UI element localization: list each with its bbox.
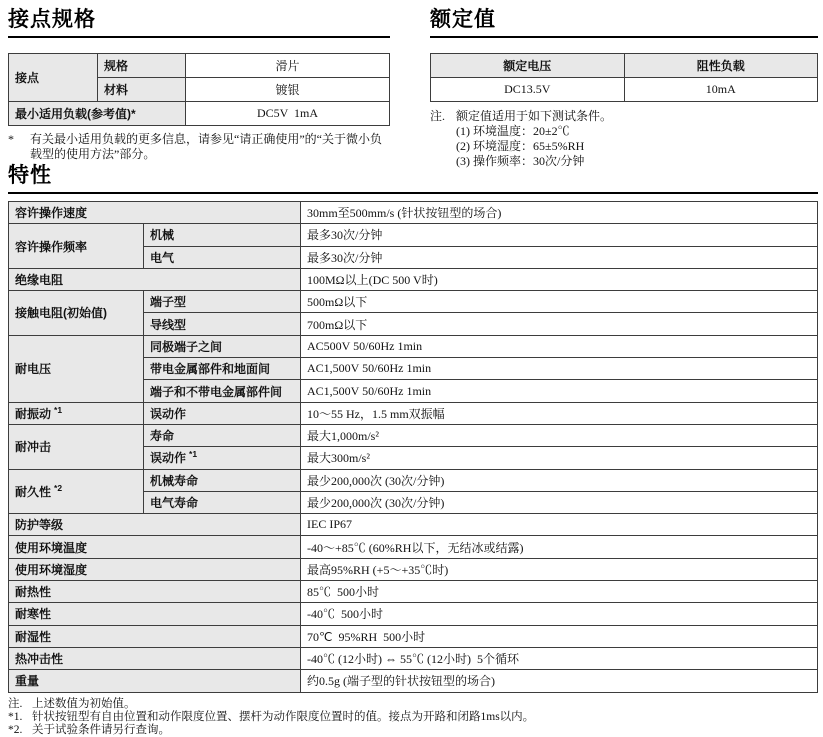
note-text: 上述数值为初始值。: [32, 697, 136, 710]
table-row: [9, 424, 818, 446]
row-label: 耐冲击: [9, 424, 144, 469]
resistive-load-value: 10mA: [624, 78, 818, 102]
table-row: [9, 469, 818, 491]
row-value: AC1,500V 50/60Hz 1min: [301, 380, 818, 402]
table-row: [9, 402, 818, 424]
contact-spec-section: [8, 8, 390, 161]
row-label: 防护等级: [9, 514, 301, 536]
min-load-value-cell: DC5V 1mA: [186, 102, 390, 126]
characteristics-notes: [8, 698, 818, 737]
row-label: 耐热性: [9, 581, 301, 603]
table-row: [9, 558, 818, 580]
note-body: [456, 109, 818, 169]
row-value: -40～+85℃ (60%RH以下，无结冰或结露): [301, 536, 818, 558]
note-line: [8, 711, 818, 724]
contact-spec-footnote: [8, 132, 390, 161]
table-row: [9, 335, 818, 357]
note-line: [8, 724, 818, 737]
table-row: [9, 202, 818, 224]
contact-spec-table: [8, 53, 390, 126]
row-sub: 导线型: [144, 313, 301, 335]
footnote-ref: *2: [54, 482, 63, 493]
note-marker: *2.: [8, 723, 23, 736]
row-label: [9, 402, 144, 424]
row-sub-text: 误动作: [150, 451, 187, 466]
row-label: 热冲击性: [9, 647, 301, 669]
note-marker: 注.: [8, 697, 23, 710]
row-value: 最多30次/分钟: [301, 224, 818, 246]
row-sub: 带电金属部件和地面间: [144, 358, 301, 380]
row-value: 70℃ 95%RH 500小时: [301, 625, 818, 647]
table-row: [9, 102, 390, 126]
spec-label-cell: 规格: [98, 54, 186, 78]
row-value: 10～55 Hz，1.5 mm双振幅: [301, 402, 818, 424]
row-value: 最大1,000m/s²: [301, 424, 818, 446]
row-value: 最大300m/s²: [301, 447, 818, 469]
table-row: [9, 536, 818, 558]
row-label: 使用环境温度: [9, 536, 301, 558]
table-row: [9, 291, 818, 313]
row-label: 容许操作频率: [9, 224, 144, 269]
row-label: 耐寒性: [9, 603, 301, 625]
row-value: AC500V 50/60Hz 1min: [301, 335, 818, 357]
row-value: 30mm至500mm/s (针状按钮型的场合): [301, 202, 818, 224]
row-value: 最高95%RH (+5～+35℃时): [301, 558, 818, 580]
row-label: [9, 469, 144, 514]
rated-note: [430, 109, 818, 169]
contact-label-cell: 接点: [9, 54, 98, 102]
resistive-load-header: 阻性负载: [624, 54, 818, 78]
note-line: [8, 698, 818, 711]
footnote-marker: *: [8, 132, 14, 146]
characteristics-table: [8, 201, 818, 693]
material-label-cell: 材料: [98, 78, 186, 102]
row-value: -40℃ 500小时: [301, 603, 818, 625]
row-sub: 端子和不带电金属部件间: [144, 380, 301, 402]
material-value-cell: 镀银: [186, 78, 390, 102]
footnote-ref: *1: [189, 449, 198, 460]
footnote-ref: *1: [54, 404, 63, 415]
table-row: [9, 224, 818, 246]
min-load-label-cell: 最小适用负载(参考值)*: [9, 102, 186, 126]
row-sub: 电气: [144, 246, 301, 268]
row-value: 85℃ 500小时: [301, 581, 818, 603]
table-row: [9, 603, 818, 625]
row-value: 100MΩ以上(DC 500 V时): [301, 268, 818, 290]
note-text: 针状按钮型有自由位置和动作限度位置、摆杆为动作限度位置时的值。接点为开路和闭路1ms以内。: [32, 710, 535, 723]
table-row: [9, 54, 390, 78]
row-sub: 机械: [144, 224, 301, 246]
row-label: 容许操作速度: [9, 202, 301, 224]
note-marker: 注.: [430, 109, 446, 123]
row-label-text: 耐久性: [15, 484, 52, 499]
row-value: IEC IP67: [301, 514, 818, 536]
note-condition: (3) 操作频率：30次/分钟: [456, 154, 585, 168]
characteristics-section: [8, 164, 818, 737]
row-sub: 机械寿命: [144, 469, 301, 491]
note-condition: (1) 环境温度：20±2℃: [456, 124, 570, 138]
row-label-text: 耐振动: [15, 406, 52, 421]
note-marker: *1.: [8, 710, 23, 723]
table-row: [9, 514, 818, 536]
row-value: 约0.5g (端子型的针状按钮型的场合): [301, 670, 818, 692]
row-value: 最少200,000次 (30次/分钟): [301, 469, 818, 491]
table-row: [9, 268, 818, 290]
row-label: 重量: [9, 670, 301, 692]
row-value: 500mΩ以下: [301, 291, 818, 313]
characteristics-title: 特性: [8, 164, 818, 194]
row-sub: [144, 447, 301, 469]
rated-values-table: [430, 53, 818, 102]
footnote-text: 有关最小适用负载的更多信息，请参见“请正确使用”的“关于微小负载型的使用方法”部分。: [30, 132, 382, 161]
row-label: 使用环境湿度: [9, 558, 301, 580]
row-value: -40℃ (12小时) ⇔ 55℃ (12小时) 5个循环: [301, 647, 818, 669]
rated-values-section: [430, 8, 818, 169]
row-sub: 寿命: [144, 424, 301, 446]
table-row: [9, 581, 818, 603]
table-row: [431, 78, 818, 102]
row-sub: 同极端子之间: [144, 335, 301, 357]
row-sub: 误动作: [144, 402, 301, 424]
spec-value-cell: 滑片: [186, 54, 390, 78]
row-label: 耐湿性: [9, 625, 301, 647]
row-value: 最少200,000次 (30次/分钟): [301, 491, 818, 513]
row-sub: 端子型: [144, 291, 301, 313]
rated-voltage-value: DC13.5V: [431, 78, 625, 102]
table-row: [9, 647, 818, 669]
rated-voltage-header: 额定电压: [431, 54, 625, 78]
row-label: 绝缘电阻: [9, 268, 301, 290]
table-header-row: [431, 54, 818, 78]
row-value: 最多30次/分钟: [301, 246, 818, 268]
row-label: 耐电压: [9, 335, 144, 402]
note-text: 关于试验条件请另行查询。: [32, 723, 170, 736]
row-label: 接触电阻(初始值): [9, 291, 144, 336]
note-condition: (2) 环境湿度：65±5%RH: [456, 139, 585, 153]
rated-values-title: 额定值: [430, 8, 818, 38]
note-intro: 额定值适用于如下测试条件。: [456, 109, 613, 123]
table-row: [9, 625, 818, 647]
row-value: 700mΩ以下: [301, 313, 818, 335]
row-value: AC1,500V 50/60Hz 1min: [301, 358, 818, 380]
table-row: [9, 670, 818, 692]
contact-spec-title: 接点规格: [8, 8, 390, 38]
row-sub: 电气寿命: [144, 491, 301, 513]
